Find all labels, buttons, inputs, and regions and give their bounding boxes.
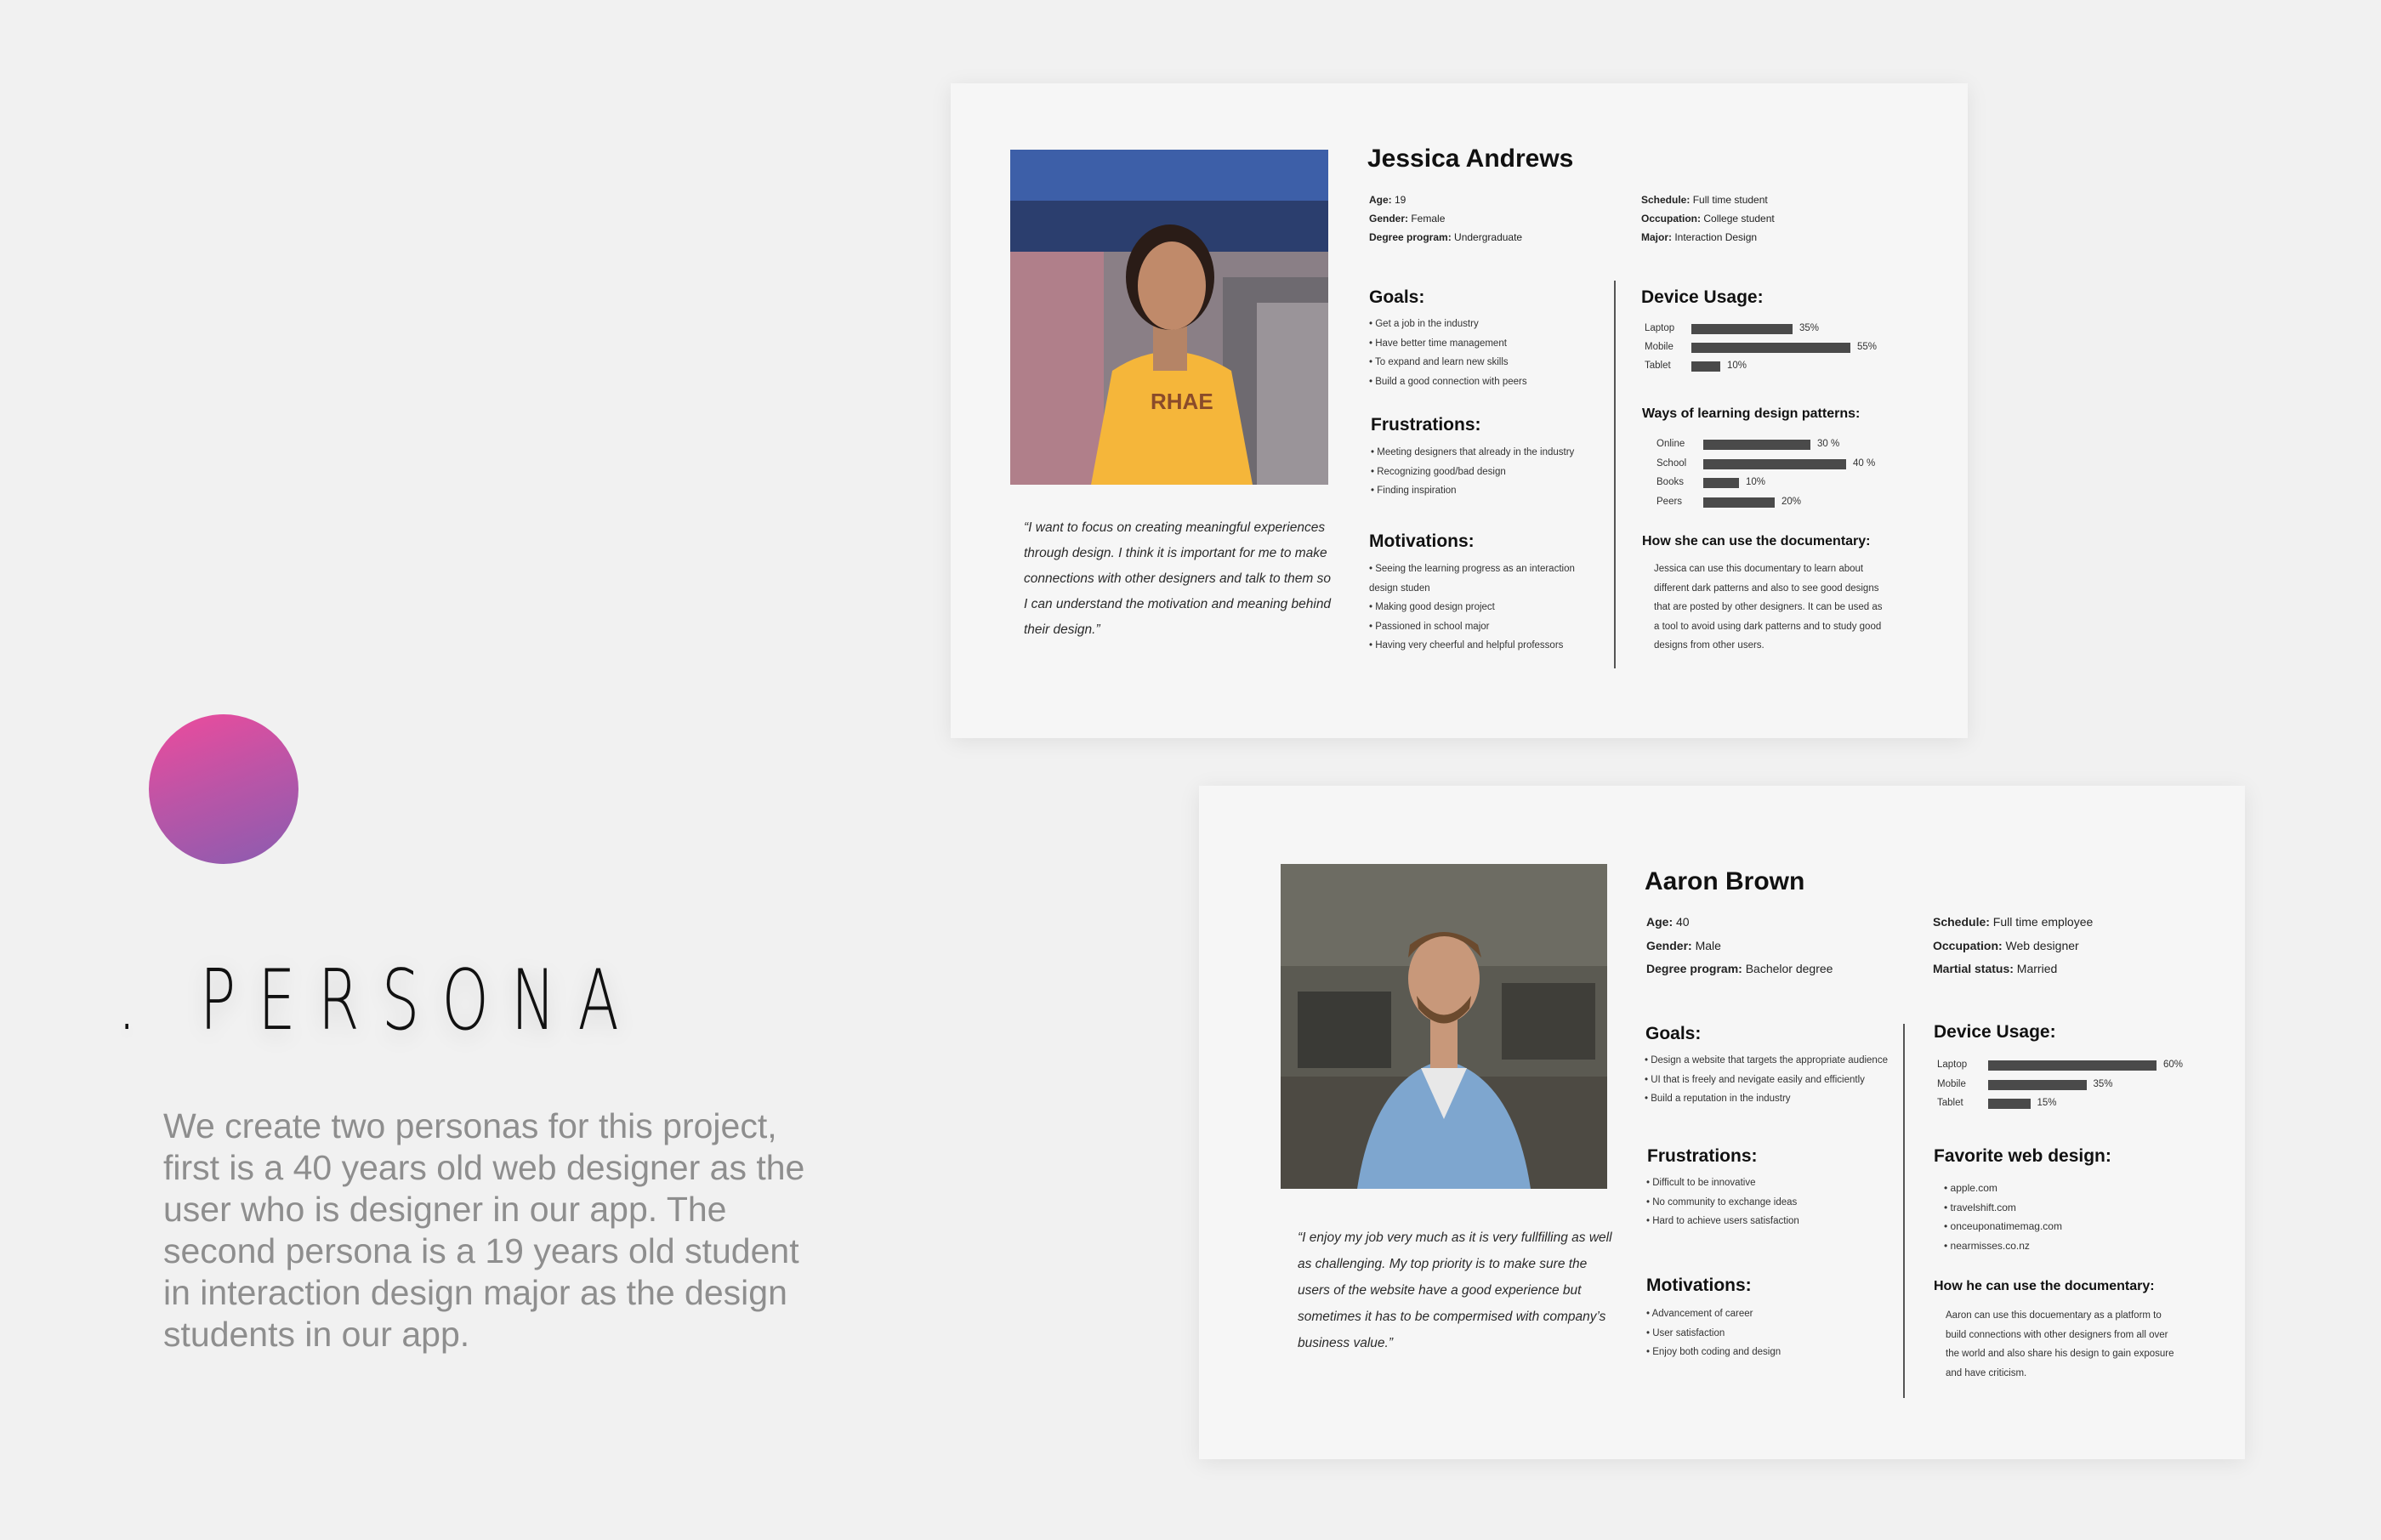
device-usage-heading: Device Usage:: [1641, 287, 1764, 307]
info-age: Age: 19: [1369, 194, 1406, 206]
bar-label: Laptop: [1645, 323, 1675, 333]
documentary-use-text: Jessica can use this documentary to learn about different dark patterns and also to see good designs that are posted by other designers. It can be used as a tool to avoid using dark patterns and to study good designs from other users.: [1654, 564, 1883, 651]
bar-value-label: 35%: [1799, 323, 1820, 333]
gradient-circle-decoration: [149, 714, 298, 864]
persona-name: Aaron Brown: [1645, 867, 1805, 895]
goals-heading: Goals:: [1369, 287, 1425, 307]
info-schedule: Schedule: Full time student: [1641, 194, 1768, 206]
info-degree: Degree program: Bachelor degree: [1646, 962, 1833, 975]
bar: [1691, 361, 1720, 372]
info-occupation: Occupation: Web designer: [1933, 938, 2079, 952]
bar: [1703, 497, 1775, 508]
persona-info-right: [1641, 190, 1775, 247]
list-item[interactable]: • travelshift.com: [1944, 1198, 2165, 1218]
list-item: • Passioned in school major: [1369, 617, 1577, 637]
bar: [1691, 343, 1850, 353]
bar-value-label: 15%: [2037, 1098, 2057, 1108]
documentary-use-text: Aaron can use this docuementary as a platform to build connections with other designers from all over the world and also share his design to gain exposure and have criticism.: [1946, 1310, 2174, 1378]
list-item[interactable]: • onceuponatimemag.com: [1944, 1217, 2165, 1236]
bar: [1988, 1060, 2157, 1071]
list-item: • Build a reputation in the industry: [1645, 1089, 1900, 1109]
motivations-heading: Motivations:: [1646, 1276, 1752, 1295]
favorites-heading: Favorite web design:: [1934, 1146, 2111, 1166]
frustrations-heading: Frustrations:: [1371, 415, 1481, 435]
bar-value-label: 55%: [1857, 342, 1878, 352]
bar-label: Tablet: [1937, 1098, 1963, 1108]
persona-info-right: [1933, 911, 2093, 981]
portrait-woman-yellow-shirt-icon: [1010, 150, 1328, 485]
bar-value-label: 35%: [2093, 1078, 2113, 1089]
list-item[interactable]: • nearmisses.co.nz: [1944, 1236, 2165, 1256]
bar: [1703, 440, 1810, 450]
persona-card-aaron: [1199, 786, 2245, 1459]
motivations-list: [1369, 560, 1577, 656]
bar-value-label: 60%: [2163, 1060, 2184, 1070]
bar-value-label: 10%: [1746, 477, 1766, 487]
persona-photo: [1010, 150, 1328, 485]
goals-list: [1645, 1051, 1900, 1109]
bar: [1703, 478, 1739, 488]
frustrations-list: [1646, 1173, 1901, 1231]
bar-label: Books: [1656, 477, 1684, 487]
persona-photo: [1281, 864, 1607, 1189]
info-marital-status: Martial status: Married: [1933, 962, 2058, 975]
list-item: • Having very cheerful and helpful professors: [1369, 636, 1577, 656]
bar: [1988, 1099, 2031, 1109]
column-divider: [1903, 1024, 1905, 1398]
bar-label: Tablet: [1645, 361, 1671, 371]
list-item: • To expand and learn new skills: [1369, 353, 1616, 372]
portrait-man-denim-shirt-icon: [1281, 864, 1607, 1189]
list-item[interactable]: • apple.com: [1944, 1179, 2165, 1198]
info-major: Major: Interaction Design: [1641, 231, 1758, 243]
bar-value-label: 20%: [1781, 496, 1802, 507]
device-usage-chart: [1937, 1060, 2218, 1128]
list-item: • Making good design project: [1369, 598, 1577, 617]
list-item: • User satisfaction: [1646, 1324, 1901, 1344]
bar: [1703, 459, 1846, 469]
list-item: • Meeting designers that already in the industry: [1371, 443, 1617, 463]
persona-name: Jessica Andrews: [1367, 145, 1574, 173]
bar-label: Online: [1656, 439, 1685, 449]
learning-heading: Ways of learning design patterns:: [1642, 406, 1861, 421]
bar-label: Laptop: [1937, 1060, 1968, 1070]
persona-info-left: [1646, 911, 1833, 981]
persona-quote: “I enjoy my job very much as it is very fullfilling as well as challenging. My top priority is to make sure the users of the website have a good experience but sometimes it has to be compermised with company’s business value.”: [1298, 1230, 1612, 1350]
list-item: • Enjoy both coding and design: [1646, 1343, 1901, 1362]
list-item: • Seeing the learning progress as an interaction design studen: [1369, 560, 1577, 598]
info-age: Age: 40: [1646, 915, 1690, 929]
persona-quote: “I want to focus on creating meaningful experiences through design. I think it is important for me to make connections with other designers and talk to them so I can understand the motivation and meaning behind their design.”: [1024, 520, 1332, 637]
frustrations-heading: Frustrations:: [1647, 1146, 1758, 1166]
list-item: • No community to exchange ideas: [1646, 1193, 1901, 1213]
info-degree: Degree program: Undergraduate: [1369, 231, 1523, 243]
bar-value-label: 10%: [1727, 361, 1747, 371]
bar: [1691, 324, 1793, 334]
list-item: • Have better time management: [1369, 334, 1616, 354]
column-divider: [1614, 281, 1616, 668]
frustrations-list: [1371, 443, 1617, 501]
goals-heading: Goals:: [1645, 1024, 1702, 1043]
favorites-list: [1944, 1179, 2165, 1255]
page-title: . PERSONA: [117, 952, 641, 1049]
list-item: • Finding inspiration: [1371, 481, 1617, 501]
documentary-use-heading: How she can use the documentary:: [1642, 534, 1871, 548]
list-item: • Get a job in the industry: [1369, 315, 1616, 334]
bar: [1988, 1080, 2087, 1090]
bar-label: School: [1656, 457, 1687, 469]
bar-label: Mobile: [1937, 1078, 1966, 1089]
svg-text:RHAE: RHAE: [1151, 389, 1213, 414]
learning-chart: [1656, 439, 1912, 524]
info-gender: Gender: Female: [1369, 213, 1446, 224]
documentary-use-heading: How he can use the documentary:: [1934, 1279, 2155, 1293]
list-item: • Hard to achieve users satisfaction: [1646, 1212, 1901, 1231]
device-usage-heading: Device Usage:: [1934, 1022, 2056, 1042]
list-item: • UI that is freely and nevigate easily and efficiently: [1645, 1071, 1900, 1090]
persona-card-jessica: [951, 83, 1968, 738]
list-item: • Recognizing good/bad design: [1371, 463, 1617, 482]
list-item: • Difficult to be innovative: [1646, 1173, 1901, 1193]
list-item: • Advancement of career: [1646, 1304, 1901, 1324]
info-occupation: Occupation: College student: [1641, 213, 1775, 224]
persona-info-left: [1369, 190, 1522, 247]
goals-list: [1369, 315, 1616, 391]
bar-label: Peers: [1656, 496, 1683, 507]
device-usage-chart: [1645, 323, 1925, 391]
bar-value-label: 40 %: [1853, 457, 1876, 469]
info-schedule: Schedule: Full time employee: [1933, 915, 2094, 929]
list-item: • Build a good connection with peers: [1369, 372, 1616, 392]
motivations-heading: Motivations:: [1369, 531, 1475, 551]
bar-value-label: 30 %: [1817, 439, 1840, 449]
bar-label: Mobile: [1645, 342, 1674, 352]
motivations-list: [1646, 1304, 1901, 1362]
list-item: • Design a website that targets the appropriate audience: [1645, 1051, 1900, 1071]
info-gender: Gender: Male: [1646, 938, 1721, 952]
intro-description: We create two personas for this project, first is a 40 years old web designer as the user who is designer in our app. The second persona is a 19 years old student in interaction design major as the design students in our app.: [163, 1106, 805, 1354]
